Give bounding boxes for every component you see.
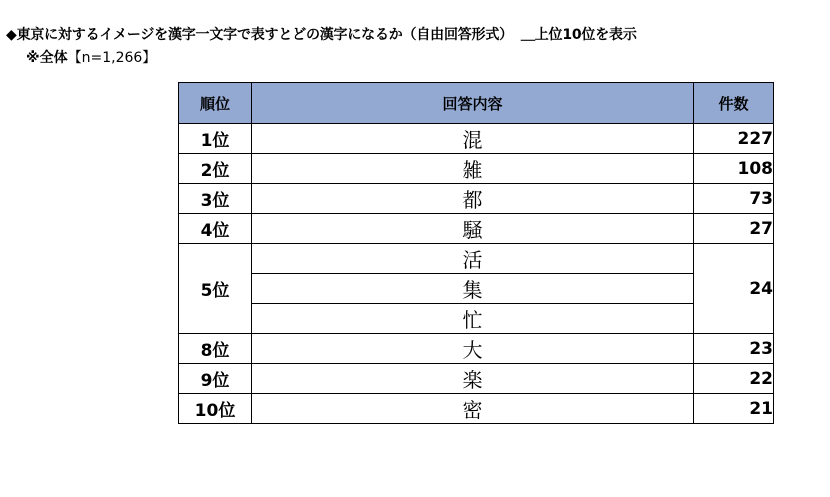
table-row bbox=[179, 334, 774, 364]
table-row bbox=[179, 304, 774, 334]
table-header-row bbox=[179, 83, 774, 124]
page-title bbox=[6, 24, 637, 44]
answer-cell: 混 bbox=[252, 124, 694, 154]
column-header-rank: 順位 bbox=[179, 83, 252, 124]
table-row bbox=[179, 394, 774, 424]
count-cell: 73 bbox=[694, 184, 774, 214]
title-suffix: ＿上位10位を表示 bbox=[520, 27, 637, 43]
answer-cell: 集 bbox=[252, 274, 694, 304]
answer-cell: 騒 bbox=[252, 214, 694, 244]
sample-note bbox=[26, 47, 156, 67]
table-row bbox=[179, 124, 774, 154]
rank-cell: 3位 bbox=[179, 184, 252, 214]
table-row bbox=[179, 364, 774, 394]
count-cell: 22 bbox=[694, 364, 774, 394]
ranking-table bbox=[178, 82, 774, 424]
rank-cell: 5位 bbox=[179, 244, 252, 334]
count-cell: 23 bbox=[694, 334, 774, 364]
rank-cell: 4位 bbox=[179, 214, 252, 244]
rank-cell: 2位 bbox=[179, 154, 252, 184]
answer-cell: 忙 bbox=[252, 304, 694, 334]
count-cell: 21 bbox=[694, 394, 774, 424]
answer-cell: 都 bbox=[252, 184, 694, 214]
table-row bbox=[179, 214, 774, 244]
count-cell: 24 bbox=[694, 244, 774, 334]
answer-cell: 密 bbox=[252, 394, 694, 424]
column-header-answer: 回答内容 bbox=[252, 83, 694, 124]
title-text: ◆東京に対するイメージを漢字一文字で表すとどの漢字になるか（自由回答形式） bbox=[6, 27, 513, 43]
rank-cell: 9位 bbox=[179, 364, 252, 394]
sample-label: ※全体 bbox=[26, 50, 68, 66]
table-row bbox=[179, 154, 774, 184]
count-cell: 27 bbox=[694, 214, 774, 244]
answer-cell: 楽 bbox=[252, 364, 694, 394]
count-cell: 108 bbox=[694, 154, 774, 184]
column-header-count: 件数 bbox=[694, 83, 774, 124]
answer-cell: 大 bbox=[252, 334, 694, 364]
sample-size: 【n=1,266】 bbox=[67, 50, 157, 66]
table-row bbox=[179, 184, 774, 214]
rank-cell: 8位 bbox=[179, 334, 252, 364]
rank-cell: 10位 bbox=[179, 394, 252, 424]
table-row bbox=[179, 244, 774, 274]
table-row bbox=[179, 274, 774, 304]
answer-cell: 雑 bbox=[252, 154, 694, 184]
count-cell: 227 bbox=[694, 124, 774, 154]
rank-cell: 1位 bbox=[179, 124, 252, 154]
answer-cell: 活 bbox=[252, 244, 694, 274]
